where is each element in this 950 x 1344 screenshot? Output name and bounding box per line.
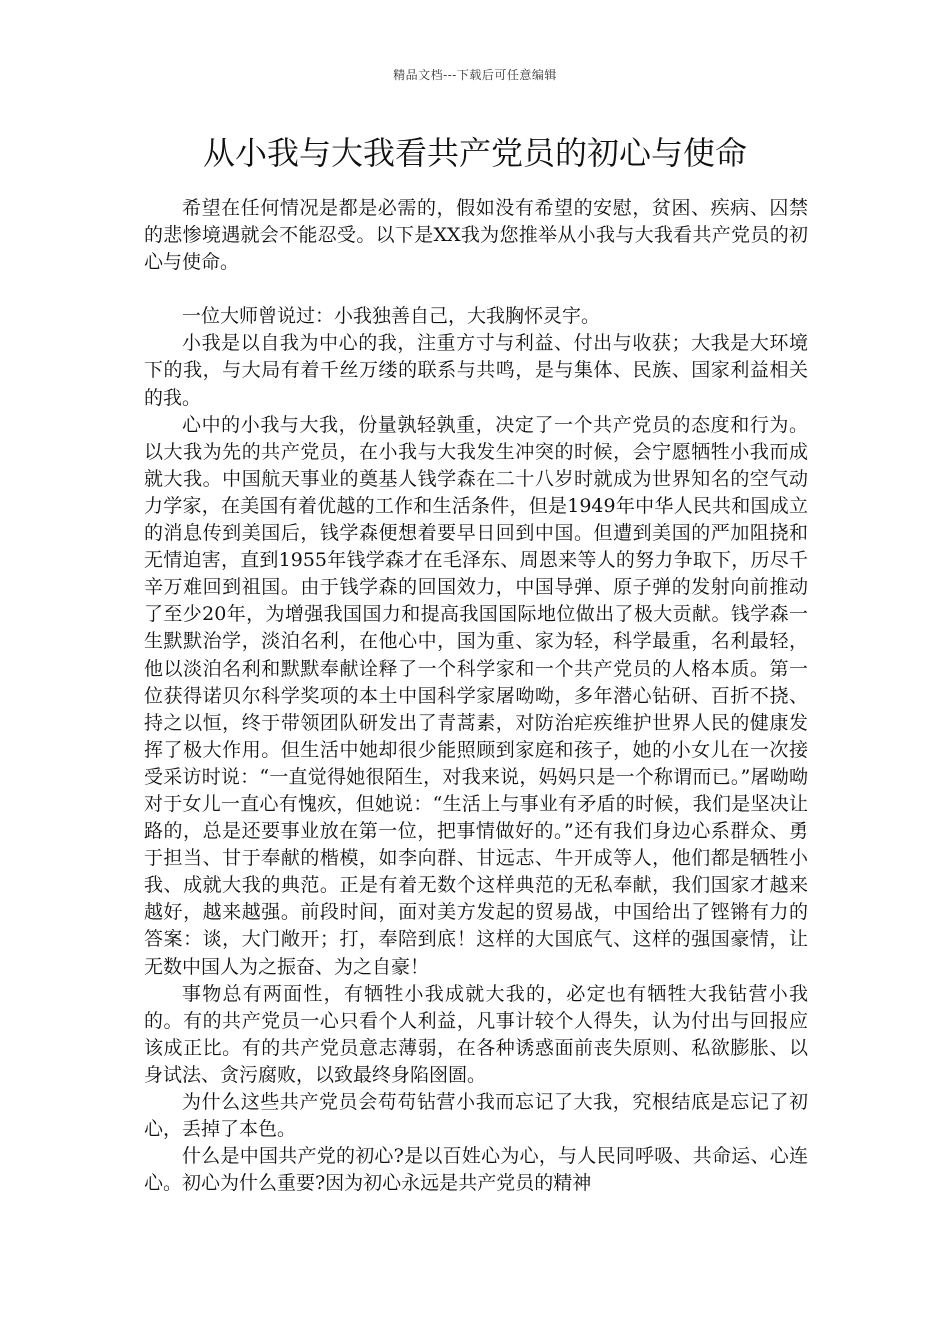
paragraph: 为什么这些共产党员会苟苟钻营小我而忘记了大我，究根结底是忘记了初心，丢掉了本色。 (144, 1091, 808, 1141)
paragraph: 小我是以自我为中心的我，注重方寸与利益、付出与收获；大我是大环境下的我，与大局有着千丝万缕的联系与共鸣，是与集体、民族、国家利益相关的我。 (144, 332, 808, 409)
paragraph: 事物总有两面性，有牺牲小我成就大我的，必定也有牺牲大我钻营小我的。有的共产党员一心只看个人利益，凡事计较个人得失，认为付出与回报应该成正比。有的共产党员意志薄弱，在各种诱惑面前丧失原则、私欲膨胀、以身试法、贪污腐败，以致最终身陷囹圄。 (144, 982, 808, 1086)
header-note: 精品文档---下载后可任意编辑 (393, 68, 557, 82)
paragraph: 一位大师曾说过：小我独善自己，大我胸怀灵宇。 (182, 305, 601, 328)
paragraph: 心中的小我与大我，份量孰轻孰重，决定了一个共产党员的态度和行为。以大我为先的共产党员，在小我与大我发生冲突的时候，会宁愿牺牲小我而成就大我。中国航天事业的奠基人钱学森在二十八岁时就成为世界知名的空气动力学家，在美国有着优越的工作和生活条件，但是1949年中华人民共和国成立的消息传到美国后，钱学森便想着要早日回到中国。但遭到美国的严加阻挠和无情迫害，直到1955年钱学森才在毛泽东、周恩来等人的努力争取下，历尽千辛万难回到祖国。由于钱学森的回国效力，中国导弹、原子弹的发射向前推动了至少20年，为增强我国国力和提高我国国际地位做出了极大贡献。钱学森一生默默治学，淡泊名利，在他心中，国为重、家为轻，科学最重，名利最轻，他以淡泊名利和默默奉献诠释了一个科学家和一个共产党员的人格本质。第一位获得诺贝尔科学奖项的本土中国科学家屠呦呦，多年潜心钻研、百折不挠、持之以恒，终于带领团队研发出了青蒿素，对防治疟疾维护世界人民的健康发挥了极大作用。但生活中她却很少能照顾到家庭和孩子，她的小女儿在一次接受采访时说：“一直觉得她很陌生，对我来说，妈妈只是一个称谓而已。”屠呦呦对于女儿一直心有愧疚，但她说：“生活上与事业有矛盾的时候，我们是坚决让路的，总是还要事业放在第一位，把事情做好的。”还有我们身边心系群众、勇于担当、甘于奉献的楷模，如李向群、甘远志、牛开成等人，他们都是牺牲小我、成就大我的典范。正是有着无数个这样典范的无私奉献，我们国家才越来越好，越来越强。前段时间，面对美方发起的贸易战，中国给出了铿锵有力的答案：谈，大门敞开；打，奉陪到底！这样的大国底气、这样的强国豪情，让无数中国人为之振奋、为之自豪！ (144, 413, 808, 978)
document-body (144, 195, 808, 1197)
paragraph-intro: 希望在任何情况是都是必需的，假如没有希望的安慰，贫困、疾病、囚禁的悲惨境遇就会不能忍受。以下是XX我为您推举从小我与大我看共产党员的初心与使命。 (144, 197, 808, 274)
document-title: 从小我与大我看共产党员的初心与使命 (202, 134, 747, 172)
paragraph: 什么是中国共产党的初心?是以百姓心为心，与人民同呼吸、共命运、心连心。初心为什么重要?因为初心永远是共产党员的精神 (144, 1145, 808, 1195)
